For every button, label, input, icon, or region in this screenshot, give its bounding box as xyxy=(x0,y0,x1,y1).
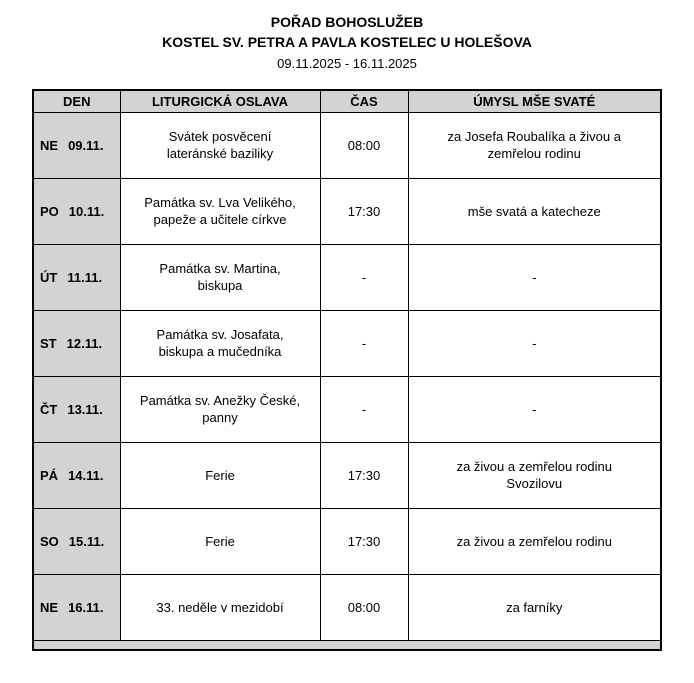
intention-cell: - xyxy=(408,244,661,310)
celebration-cell: Památka sv. Josafata, biskupa a mučedníka xyxy=(120,310,320,376)
day-abbr: PÁ xyxy=(40,467,59,483)
day-abbr: ÚT xyxy=(40,269,58,285)
day-cell xyxy=(33,244,120,310)
day-date: 14.11. xyxy=(68,467,104,483)
intention-cell: za živou a zemřelou rodinu Svozilovu xyxy=(408,442,661,508)
col-header-cas: ČAS xyxy=(320,90,408,112)
time-cell: 17:30 xyxy=(320,442,408,508)
day-cell xyxy=(33,442,120,508)
day-cell xyxy=(33,508,120,574)
day-cell xyxy=(33,376,120,442)
day-date: 12.11. xyxy=(66,335,103,351)
day-cell xyxy=(33,112,120,178)
day-date: 13.11. xyxy=(67,401,103,417)
table-row xyxy=(33,112,661,178)
schedule-table xyxy=(32,89,662,651)
day-abbr: ST xyxy=(40,335,57,351)
table-row xyxy=(33,442,661,508)
celebration-cell: Památka sv. Anežky České, panny xyxy=(120,376,320,442)
col-header-liturgicka-oslava: LITURGICKÁ OSLAVA xyxy=(120,90,320,112)
table-row xyxy=(33,376,661,442)
day-abbr: NE xyxy=(40,599,59,615)
celebration-cell: Ferie xyxy=(120,442,320,508)
celebration-cell: Ferie xyxy=(120,508,320,574)
day-abbr: NE xyxy=(40,137,59,153)
table-row xyxy=(33,244,661,310)
time-cell: - xyxy=(320,244,408,310)
intention-cell: za živou a zemřelou rodinu xyxy=(408,508,661,574)
time-cell: 08:00 xyxy=(320,112,408,178)
day-cell xyxy=(33,178,120,244)
time-cell: 17:30 xyxy=(320,178,408,244)
intention-cell: za farníky xyxy=(408,574,661,640)
day-abbr: PO xyxy=(40,203,59,219)
table-row xyxy=(33,178,661,244)
table-row xyxy=(33,574,661,640)
intention-cell: za Josefa Roubalíka a živou a zemřelou rodinu xyxy=(408,112,661,178)
intention-cell: mše svatá a katecheze xyxy=(408,178,661,244)
table-row xyxy=(33,310,661,376)
day-date: 16.11. xyxy=(68,599,104,615)
day-cell xyxy=(33,310,120,376)
time-cell: - xyxy=(320,376,408,442)
header-row xyxy=(33,90,661,112)
time-cell: 08:00 xyxy=(320,574,408,640)
table-footer-bar xyxy=(33,640,661,650)
day-cell xyxy=(33,574,120,640)
day-abbr: ČT xyxy=(40,401,58,417)
day-date: 15.11. xyxy=(68,533,105,549)
intention-cell: - xyxy=(408,310,661,376)
celebration-cell: 33. neděle v mezidobí xyxy=(120,574,320,640)
day-date: 10.11. xyxy=(68,203,105,219)
page-title: POŘAD BOHOSLUŽEB xyxy=(270,14,424,30)
col-header-den: DEN xyxy=(33,90,120,112)
day-date: 11.11. xyxy=(67,269,103,285)
table-row xyxy=(33,508,661,574)
table-footer-row xyxy=(33,640,661,650)
day-abbr: SO xyxy=(40,533,59,549)
intention-cell: - xyxy=(408,376,661,442)
day-date: 09.11. xyxy=(68,137,104,153)
time-cell: 17:30 xyxy=(320,508,408,574)
title-block xyxy=(0,13,694,73)
page-subtitle: KOSTEL SV. PETRA A PAVLA KOSTELEC U HOLEŠOVA xyxy=(162,33,532,50)
date-range: 09.11.2025 - 16.11.2025 xyxy=(277,56,417,72)
celebration-cell: Svátek posvěcení lateránské baziliky xyxy=(120,112,320,178)
celebration-cell: Památka sv. Lva Velikého, papeže a učitele církve xyxy=(120,178,320,244)
time-cell: - xyxy=(320,310,408,376)
col-header-umysl: ÚMYSL MŠE SVATÉ xyxy=(408,90,661,112)
celebration-cell: Památka sv. Martina, biskupa xyxy=(120,244,320,310)
